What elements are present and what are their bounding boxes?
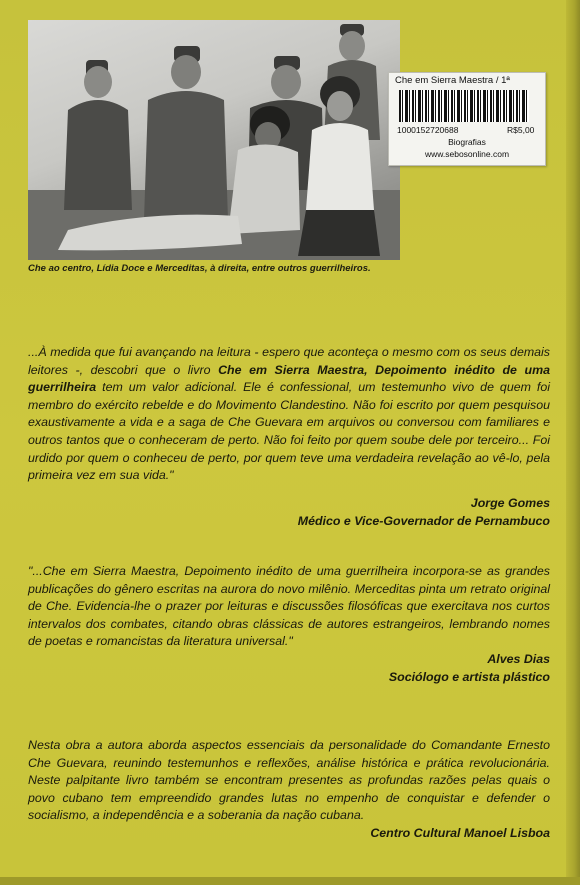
photo-figures bbox=[28, 20, 400, 260]
quote-author: Jorge Gomes bbox=[470, 496, 550, 510]
quote-centro-cultural: Nesta obra a autora aborda aspectos essenciais da personalidade do Comandante Ernesto Che Guevara, reunindo testemunhos e reflexões, análise histórica e prática revolucionária. Neste palpitante livro também se encontram presentes as profundas razões pelas quais o povo cubano tem empreendido grandes lutas no empenho de conquistar e defender o socialismo, a independência e a soberania da nação cubana. bbox=[28, 738, 550, 823]
sticker-category: Biografias bbox=[448, 137, 486, 147]
quote-alves-dias: "...Che em Sierra Maestra, Depoimento inédito de uma guerrilheira incorpora-se as grandes publicações do gênero escritas na aurora do novo milênio. Merceditas pinta um retrato original de Che. Evidencia-lhe o prazer por leituras e discussões filosóficas que exercitava nos curtos intervalos dos combates, citando obras clássicas de autores estrangeiros, lembrando nomes de poetas e romancistas da literatura universal." bbox=[28, 564, 550, 649]
quote-text: ...À medida que fui avançando na leitura - espero que aconteça o mesmo com os seus demais leitores -, descobri que o livro bbox=[28, 345, 550, 377]
cover-right-edge bbox=[566, 0, 580, 885]
group-photo bbox=[28, 20, 400, 260]
quote-author-role: Sociólogo e artista plástico bbox=[388, 670, 550, 684]
barcode-icon bbox=[399, 90, 529, 122]
cover-bottom-edge bbox=[0, 877, 580, 885]
sticker-code: 1000152720688 bbox=[397, 125, 459, 135]
book-title-highlight: Che em Sierra Maestra, Depoimento inédito de uma guerrilheira bbox=[28, 362, 550, 395]
photo-caption: Che ao centro, Lídia Doce e Merceditas, à direita, entre outros guerrilheiros. bbox=[28, 263, 371, 274]
quote-jorge-gomes bbox=[28, 344, 550, 485]
quote-author: Alves Dias bbox=[487, 652, 550, 666]
quote-text: tem um valor adicional. Ele é confessional, um testemunho vivo de quem foi membro do exército rebelde e do Movimento Clandestino. Não foi escrito por quem pesquisou exaustivamente a vida e a saga de Che Guevara em arquivos ou conversou com familiares e outros tantos que o conheceram de perto. Não foi feito por quem soube dele por terceiro... Foi urdido por quem o conheceu de perto, por quem teve uma verdadeira revelação ao vê-lo, pela primeira vez em sua vida." bbox=[28, 380, 550, 483]
sticker-title: Che em Sierra Maestra / 1ª bbox=[395, 75, 510, 86]
sticker-site: www.sebosonline.com bbox=[424, 149, 510, 159]
quote-author: Centro Cultural Manoel Lisboa bbox=[370, 826, 550, 840]
quote-author-role: Médico e Vice-Governador de Pernambuco bbox=[297, 514, 550, 528]
sticker-price: R$5,00 bbox=[507, 125, 535, 135]
price-sticker bbox=[388, 72, 546, 166]
